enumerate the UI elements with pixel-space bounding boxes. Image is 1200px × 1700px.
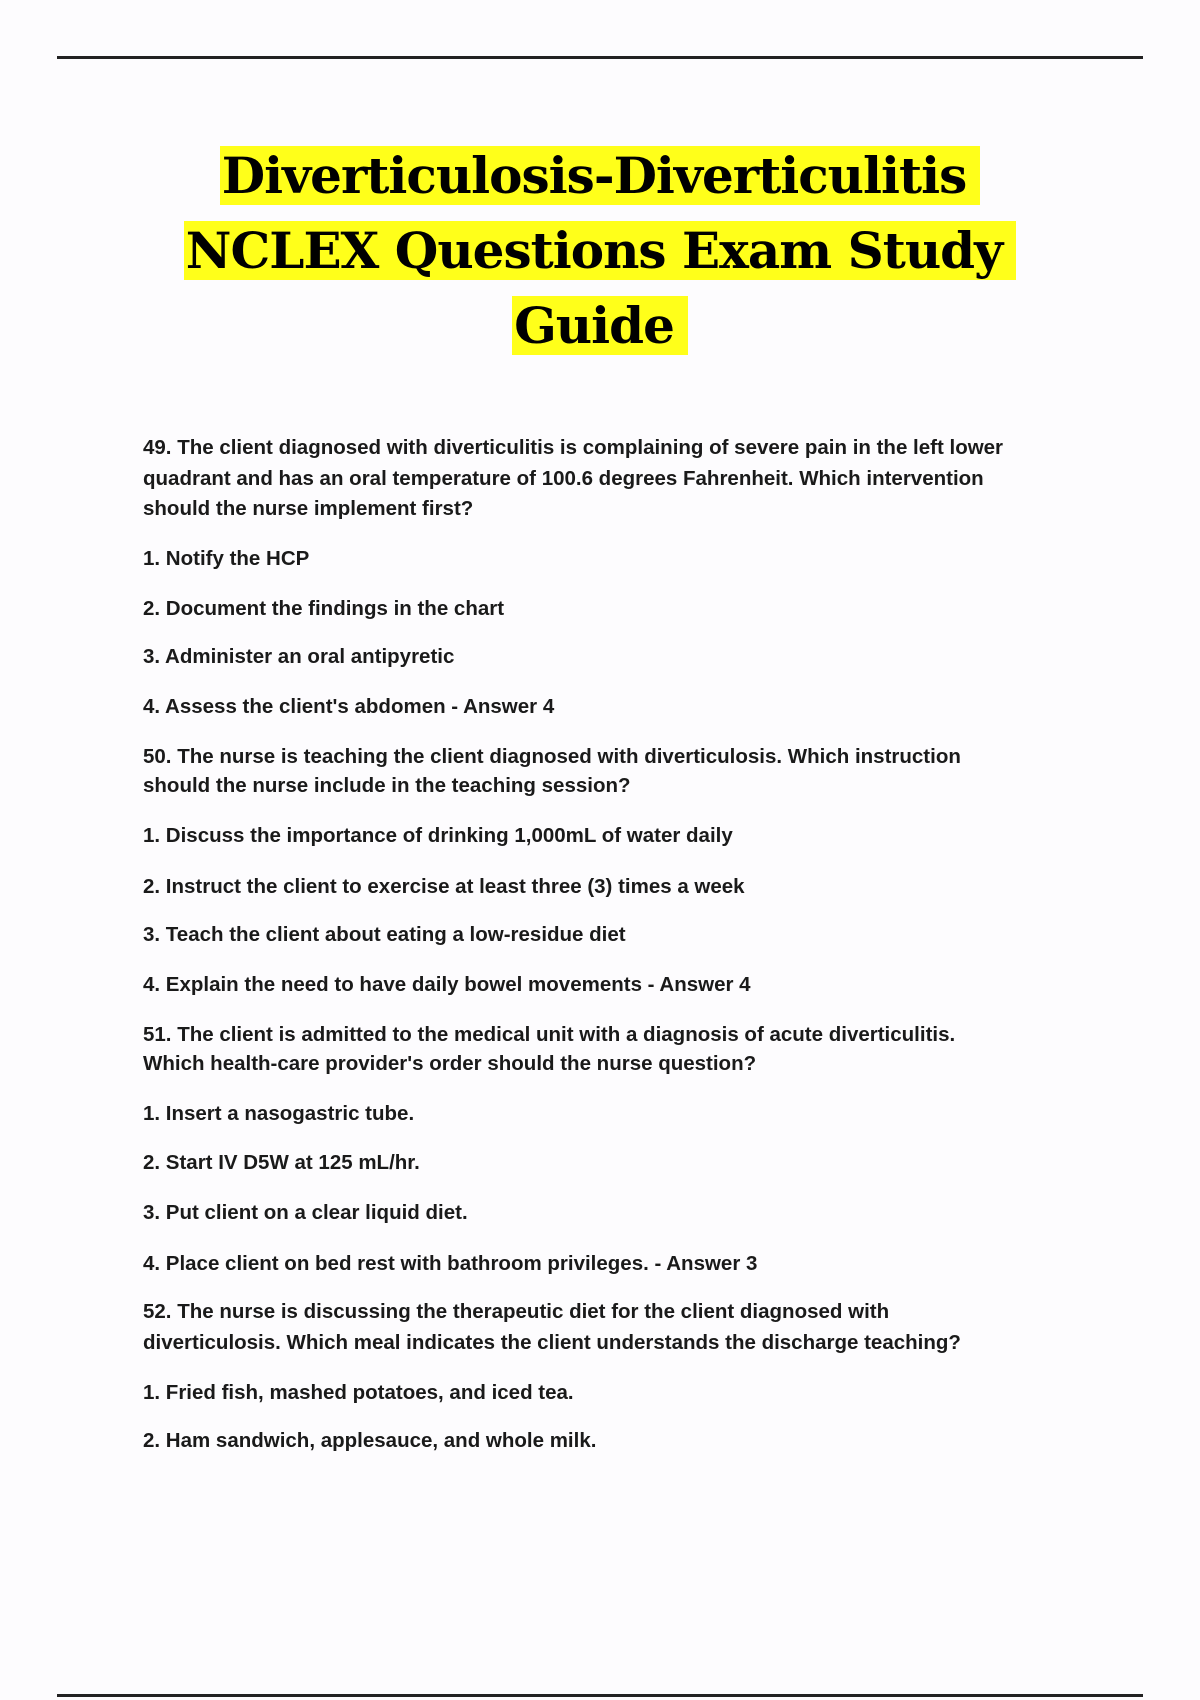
option: 1. Notify the HCP <box>143 547 310 570</box>
bottom-rule <box>57 1694 1143 1697</box>
question-52-line: diverticulosis. Which meal indicates the client understands the discharge teaching? <box>143 1331 961 1354</box>
option: 3. Teach the client about eating a low-residue diet <box>143 923 626 946</box>
option: 2. Start IV D5W at 125 mL/hr. <box>143 1151 420 1174</box>
question-52-line: 52. The nurse is discussing the therapeutic diet for the client diagnosed with <box>143 1300 890 1323</box>
title-text: NCLEX Questions Exam Study <box>184 221 1016 280</box>
option-answer: 4. Place client on bed rest with bathroom privileges. - Answer 3 <box>143 1252 758 1275</box>
option-answer: 4. Assess the client's abdomen - Answer 4 <box>143 695 555 718</box>
title-text: Diverticulosis-Diverticulitis <box>220 146 981 205</box>
title-text: Guide <box>512 296 688 355</box>
question-50-line: should the nurse include in the teaching session? <box>143 774 631 797</box>
question-49-line: quadrant and has an oral temperature of 100.6 degrees Fahrenheit. Which intervention <box>143 467 984 490</box>
option: 2. Document the findings in the chart <box>143 597 505 620</box>
option: 3. Administer an oral antipyretic <box>143 645 455 668</box>
question-50-line: 50. The nurse is teaching the client diagnosed with diverticulosis. Which instruction <box>143 745 961 768</box>
option: 1. Discuss the importance of drinking 1,000mL of water daily <box>143 824 733 847</box>
question-49-line: should the nurse implement first? <box>143 497 474 520</box>
option: 1. Insert a nasogastric tube. <box>143 1102 415 1125</box>
option: 2. Instruct the client to exercise at least three (3) times a week <box>143 875 745 898</box>
option: 2. Ham sandwich, applesauce, and whole milk. <box>143 1429 597 1452</box>
option: 3. Put client on a clear liquid diet. <box>143 1201 468 1224</box>
question-49-line: 49. The client diagnosed with diverticulitis is complaining of severe pain in the left lower <box>143 436 1004 459</box>
top-rule <box>57 56 1143 59</box>
title-line-1 <box>0 143 1200 209</box>
option: 1. Fried fish, mashed potatoes, and iced tea. <box>143 1381 574 1404</box>
option-answer: 4. Explain the need to have daily bowel movements - Answer 4 <box>143 973 751 996</box>
question-51-line: Which health-care provider's order should the nurse question? <box>143 1052 757 1075</box>
title-line-3 <box>0 293 1200 359</box>
title-line-2 <box>0 218 1200 284</box>
question-51-line: 51. The client is admitted to the medical unit with a diagnosis of acute diverticulitis. <box>143 1023 956 1046</box>
